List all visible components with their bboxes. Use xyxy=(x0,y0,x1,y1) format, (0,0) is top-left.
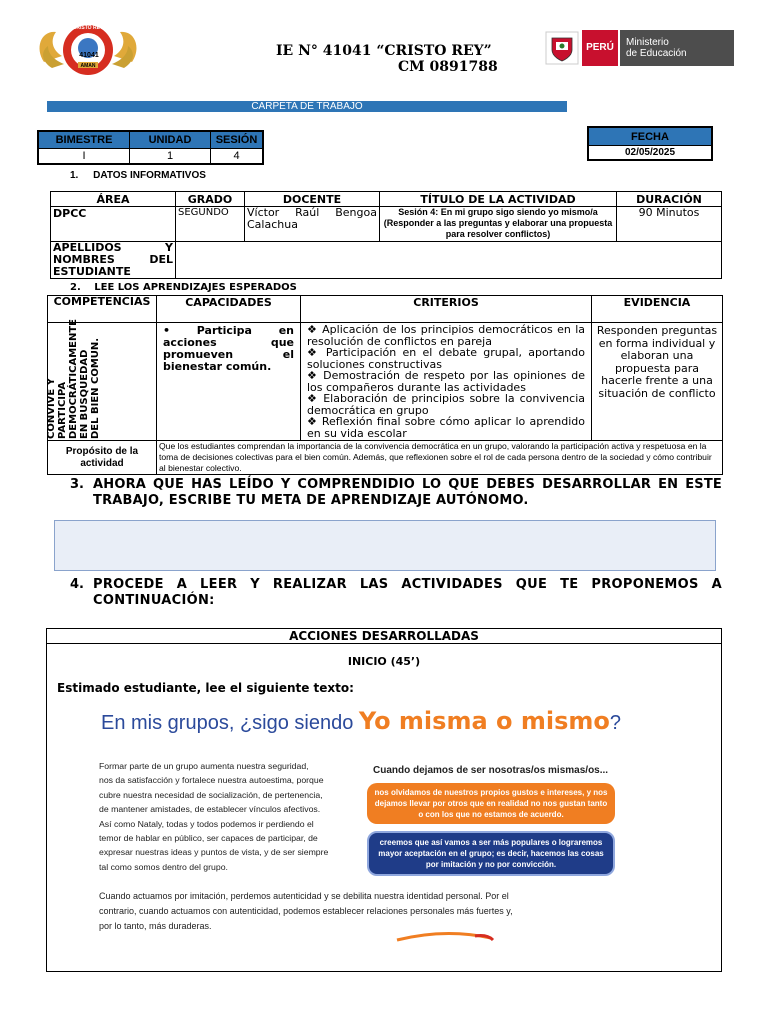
acciones-title: ACCIONES DESARROLLADAS xyxy=(47,629,721,644)
competencia-text: CONVIVE Y PARTICIPA DEMOCRÁTICAMENTE EN BUSQUEDAD DEL BIEN COMUN. xyxy=(46,318,101,439)
closing-paragraph: Cuando actuamos por imitación, perdemos autenticidad y se debilita nuestra identidad personal. Por el contrario, cuando actuamos con autenticidad, podemos establecer relaciones personales más fuertes y, por lo tanto, más duraderas. xyxy=(99,891,513,931)
duracion-header: DURACIÓN xyxy=(617,192,722,207)
school-code: CM 0891788 xyxy=(398,59,498,75)
section2-title: LEE LOS APRENDIZAJES ESPERADOS xyxy=(94,282,297,293)
criterio-item: ❖ Reflexión final sobre cómo aplicar lo aprendido en su vida escolar xyxy=(307,415,585,440)
aprendizajes-table xyxy=(47,295,723,475)
section3-heading xyxy=(70,477,722,509)
reading-title-part1: En mis grupos, ¿sigo siendo xyxy=(101,712,359,734)
side-title: Cuando dejamos de ser nosotras/os mismas/os... xyxy=(373,765,609,776)
section4-heading xyxy=(70,577,722,609)
unidad-value: 1 xyxy=(130,149,211,165)
grado-header: GRADO xyxy=(176,192,245,207)
section1-heading xyxy=(70,170,206,181)
bimestre-value: I xyxy=(38,149,130,165)
section2-number: 2. xyxy=(70,282,81,293)
criterio-item: ❖ Aplicación de los principios democráticos en la resolución de conflictos en pareja xyxy=(307,323,585,348)
evidencia-text: Responden preguntas en forma individual y elaboran una propuesta para hacerle frente a una situación de conflicto xyxy=(596,324,718,400)
titulo-value: Sesión 4: En mi grupo sigo siendo yo mismo/a (Responder a las preguntas y elaborar una propuesta para resolver conflictos) xyxy=(380,207,617,242)
grado-value: SEGUNDO xyxy=(176,207,245,242)
school-name: IE N° 41041 “CRISTO REY” xyxy=(276,43,492,59)
diamond-bullet-icon: ❖ xyxy=(307,415,322,428)
area-header: ÁREA xyxy=(51,192,176,207)
reading-title xyxy=(101,707,621,735)
section1-title: DATOS INFORMATIVOS xyxy=(93,170,206,181)
minedu-name-line2: de Educación xyxy=(626,48,687,59)
reading-title-part2: Yo misma o mismo xyxy=(358,707,610,735)
minedu-country: PERÚ xyxy=(582,30,618,66)
datos-table xyxy=(50,191,722,279)
competencias-header: COMPETENCIAS xyxy=(48,296,157,323)
logo-number: 41041 xyxy=(79,52,99,59)
diamond-bullet-icon: ❖ xyxy=(307,369,324,382)
peru-shield-icon xyxy=(544,30,580,66)
acciones-box xyxy=(46,628,722,972)
criterios-header: CRITERIOS xyxy=(301,296,592,323)
unidad-header: UNIDAD xyxy=(130,131,211,149)
capacidades-header: CAPACIDADES xyxy=(157,296,301,323)
decorative-arc xyxy=(395,929,495,941)
docente-header: DOCENTE xyxy=(245,192,380,207)
logo-text-top: CRISTO REY xyxy=(72,25,104,31)
section3-title: AHORA QUE HAS LEÍDO Y COMPRENDIDIO LO QUE DEBES DESARROLLAR EN ESTE TRABAJO, ESCRIBE TU META DE APRENDIZAJE AUTÓNOMO. xyxy=(93,477,722,508)
criterio-item: ❖ Demostración de respeto por las opiniones de los compañeros durante las actividades xyxy=(307,369,586,394)
orange-box: nos olvidamos de nuestros propios gustos e intereses, y nos dejamos llevar por otros que en realidad no nos gustan tanto o con los que no estamos de acuerdo. xyxy=(367,783,615,824)
titulo-header: TÍTULO DE LA ACTIVIDAD xyxy=(380,192,617,207)
evidencia-header: EVIDENCIA xyxy=(592,296,723,323)
apellidos-label: APELLIDOS Y NOMBRES DEL ESTUDIANTE xyxy=(51,242,176,279)
bimestre-table xyxy=(37,130,264,165)
sesion-header: SESIÓN xyxy=(211,131,264,149)
bullet-icon: • xyxy=(163,324,197,337)
diamond-bullet-icon: ❖ xyxy=(307,346,326,359)
criterios-cell xyxy=(301,323,592,441)
capacidad-value: Participa en acciones que promueven el bienestar común. xyxy=(163,324,294,373)
sesion-value: 4 xyxy=(211,149,264,165)
capacidad-cell xyxy=(157,323,301,441)
reading-title-part3: ? xyxy=(609,712,621,734)
docente-value: Víctor Raúl Bengoa Calachua xyxy=(245,207,380,242)
minedu-logo xyxy=(544,30,734,66)
carpeta-banner: CARPETA DE TRABAJO xyxy=(47,101,567,112)
navy-box: creemos que así vamos a ser más populares o lograremos mayor aceptación en el grupo; es decir, hacemos las cosas por imitación y no por convicción. xyxy=(367,831,615,876)
school-logo xyxy=(34,22,142,82)
section3-number: 3. xyxy=(70,477,84,492)
competencia-cell xyxy=(46,318,157,441)
proposito-label: Propósito de la actividad xyxy=(48,441,157,475)
capacidad-text xyxy=(163,325,294,373)
fecha-label: FECHA xyxy=(588,127,712,146)
section1-number: 1. xyxy=(70,170,79,181)
fecha-table xyxy=(587,126,713,161)
criterio-item: ❖ Elaboración de principios sobre la convivencia democrática en grupo xyxy=(307,392,585,417)
minedu-name-line1: Ministerio xyxy=(626,37,669,48)
evidencia-cell xyxy=(592,323,723,441)
diamond-bullet-icon: ❖ xyxy=(307,323,323,336)
minedu-name-box xyxy=(620,30,734,66)
reading-paragraph: Formar parte de un grupo aumenta nuestra seguridad, nos da satisfacción y fortalece nuestra autoestima, porque cubre nuestra necesidad de socialización, de pertenencia, de mantener amistades, de establecer vínculos afectivos. Así como Nataly, todas y todos podemos ir perdiendo el temor de hablar en público, ser capaces de participar, de expresar nuestras ideas y puntos de vista, y de ser siempre tal como somos dentro del grupo. xyxy=(99,761,329,872)
diamond-bullet-icon: ❖ xyxy=(307,392,324,405)
duracion-value: 90 Minutos xyxy=(617,207,722,242)
section4-number: 4. xyxy=(70,577,84,592)
section4-title: PROCEDE A LEER Y REALIZAR LAS ACTIVIDADES QUE TE PROPONEMOS A CONTINUACIÓN: xyxy=(93,577,722,608)
fecha-value: 02/05/2025 xyxy=(588,146,712,161)
meta-aprendizaje-input[interactable] xyxy=(54,520,716,571)
criterio-item: ❖ Participación en el debate grupal, aportando soluciones constructivas xyxy=(307,346,585,371)
section2-heading xyxy=(70,282,297,293)
bimestre-header: BIMESTRE xyxy=(38,131,130,149)
area-value: DPCC xyxy=(51,207,176,242)
logo-text-bottom: AMAN xyxy=(80,63,96,69)
proposito-text: Que los estudiantes comprendan la importancia de la convivencia democrática en un grupo, valorando la participación activa y respetuosa en la toma de decisiones colectivas para el bien común. Además, que reflexionen sobre el rol de cada persona dentro de la sociedad y cómo contribuir al bienestar colectivo. xyxy=(157,441,723,475)
inicio-label: INICIO (45’) xyxy=(347,655,421,668)
intro-text: Estimado estudiante, lee el siguiente texto: xyxy=(57,681,354,695)
apellidos-field[interactable] xyxy=(176,242,722,279)
